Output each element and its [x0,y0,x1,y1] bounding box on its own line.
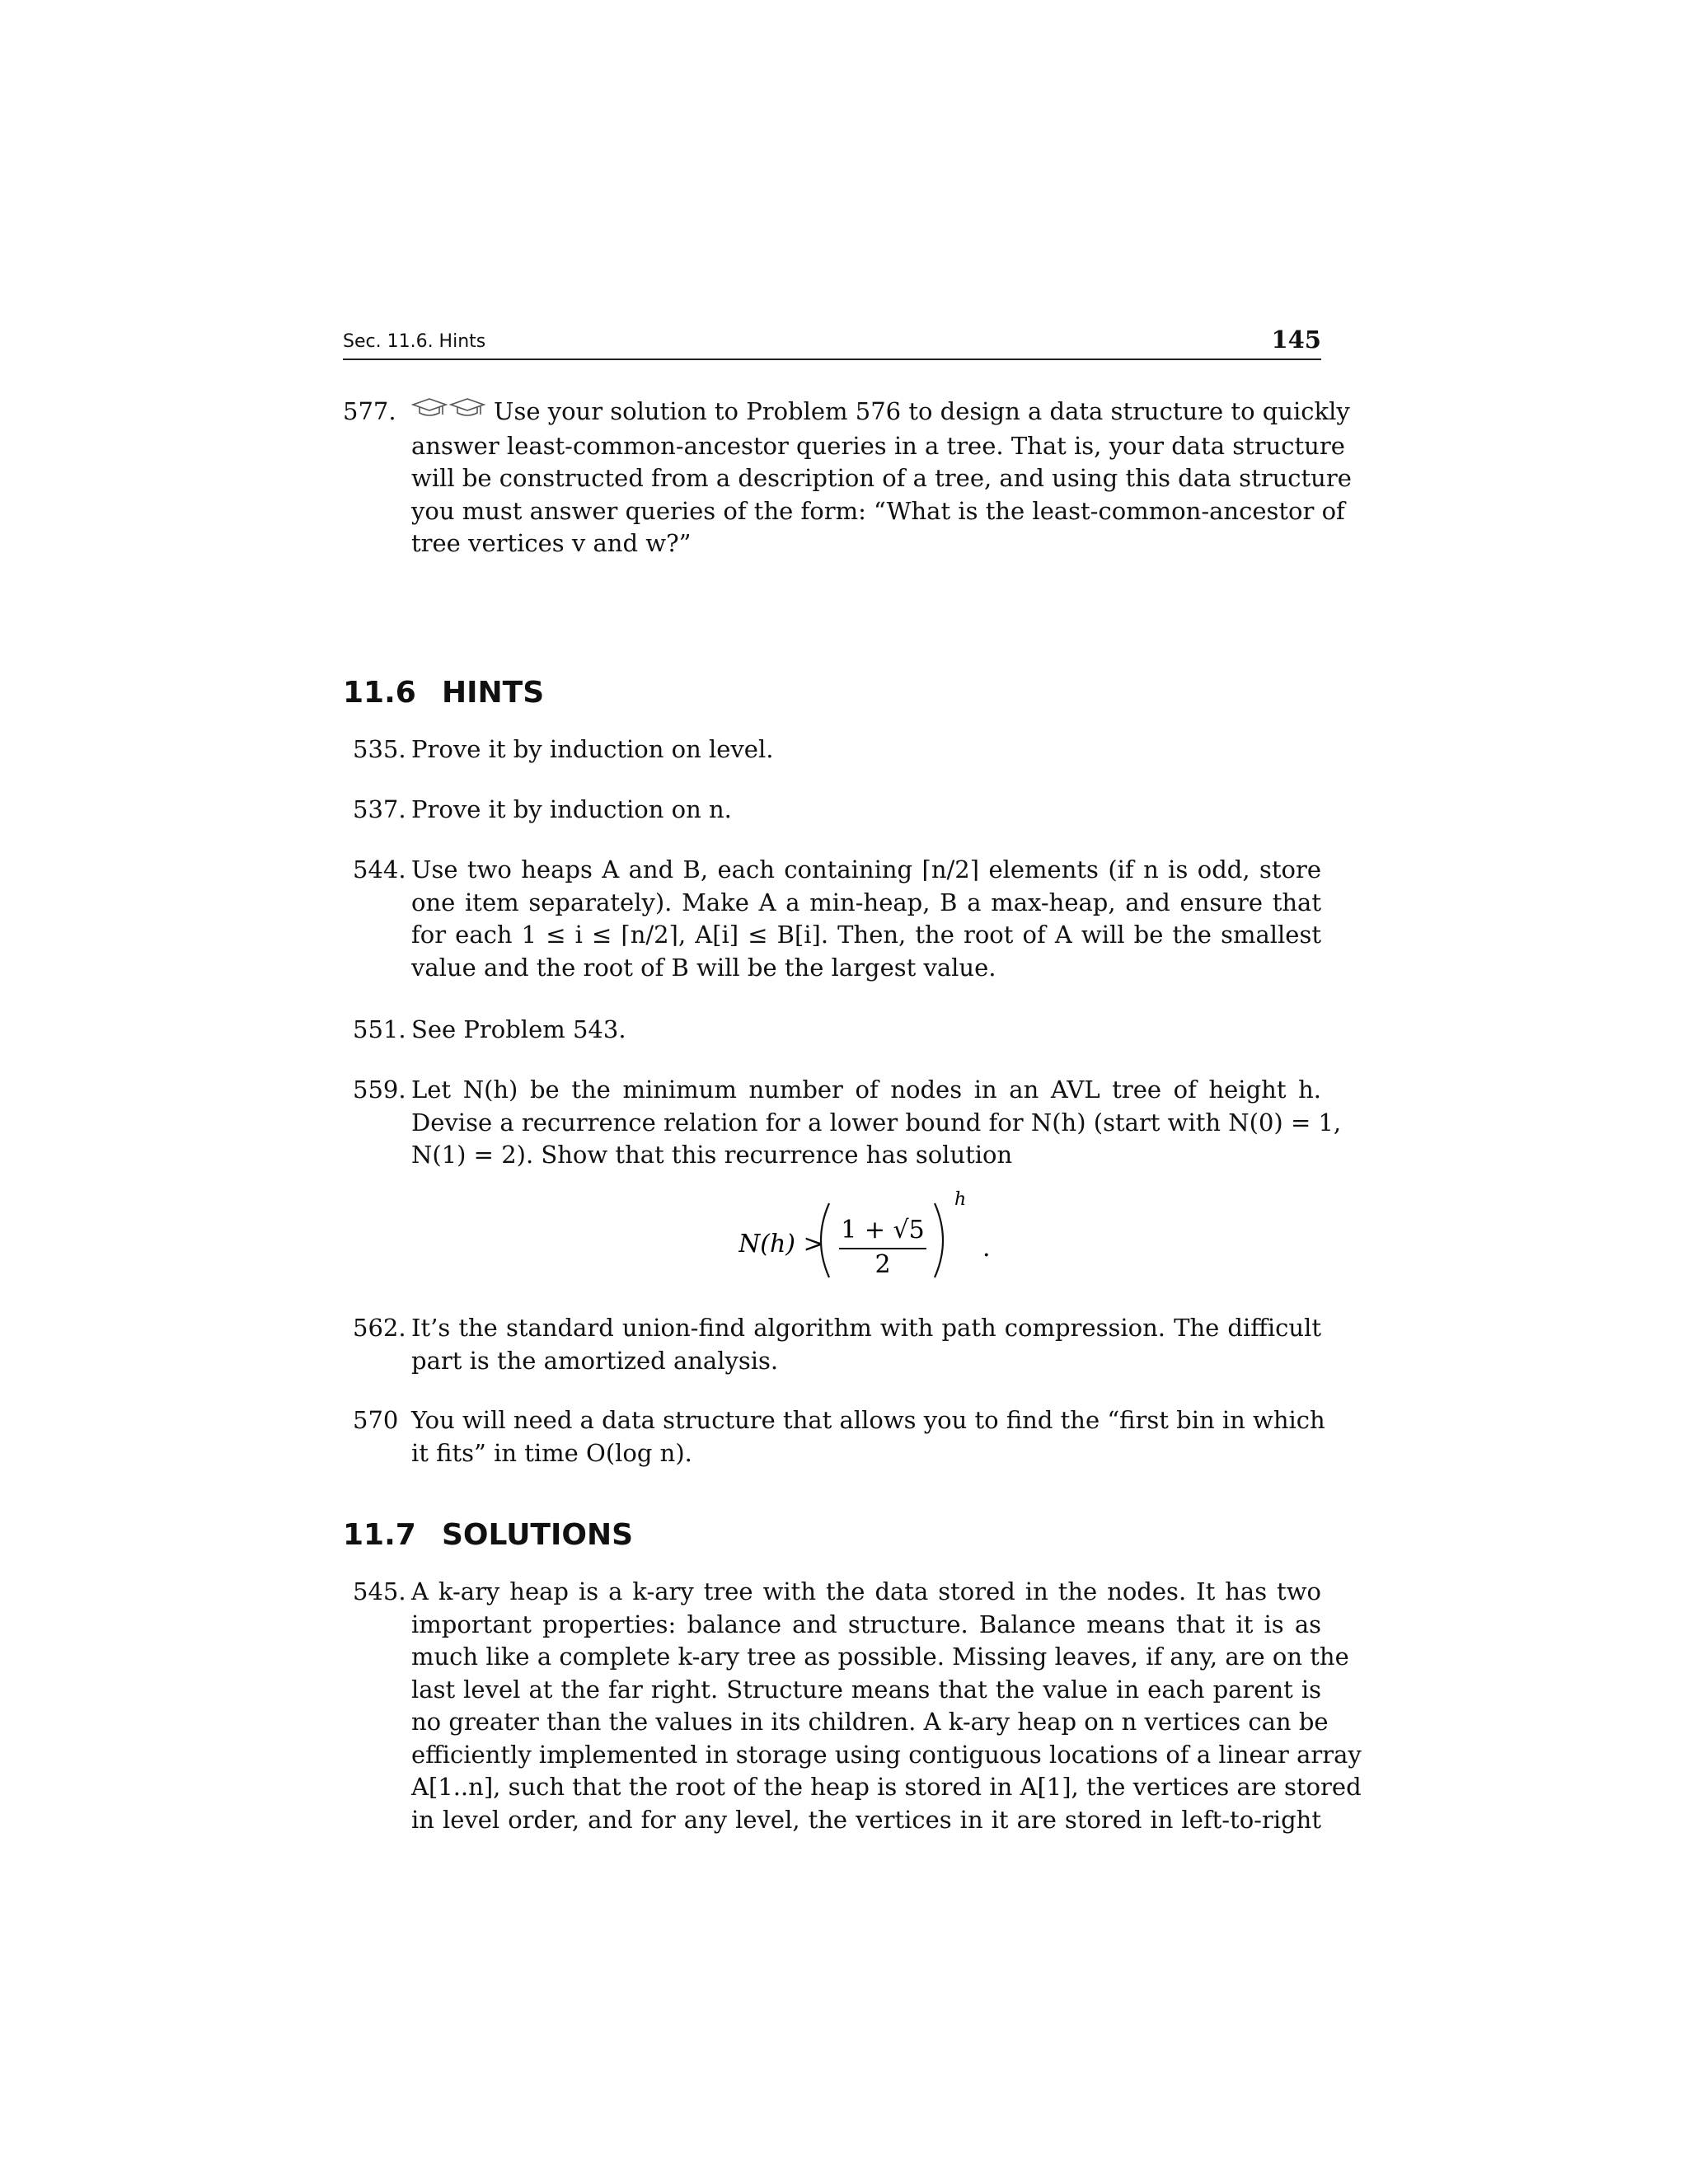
problem-577-line-2: answer least-common-ancestor queries in a tree. That is, your data structure [411,431,1345,460]
hint-559: 559. Let N(h) be the minimum number of nodes in an AVL tree of height h. Devise a recurrence relation for a lower bound for N(h) (start with N(0) = 1, N(1) = 2). Show that this recurrence has solution [353,1076,1342,1169]
hint-537: 537. Prove it by induction on n. [353,795,732,823]
problem-577-line-4: you must answer queries of the form: “What is the least-common-ancestor of [411,496,1345,525]
section-heading-hints: 11.6 HINTS [343,676,545,710]
hint-562: 562. It’s the standard union-find algorithm with path compression. The difficult part is the amortized analysis. [353,1314,1321,1375]
page [343,0,1362,2184]
formula-trailing: . [982,1234,991,1263]
formula-numerator: 1 + √5 [841,1216,925,1244]
hint-570: 570 You will need a data structure that allows you to find the “first bin in which it fits” in time O(log n). [353,1406,1325,1467]
section-heading-solutions: 11.7 SOLUTIONS [343,1518,634,1552]
hint-535: 535. Prove it by induction on level. [353,735,774,763]
problem-577 [343,396,1352,560]
header-section-label: Sec. 11.6. Hints [343,331,486,352]
running-header [343,326,1321,360]
formula-exponent: h [954,1189,967,1210]
mortarboard-icon [411,396,487,430]
formula-denominator: 2 [874,1250,891,1279]
problem-577-line-1: Use your solution to Problem 576 to design a data structure to quickly [411,396,1321,430]
solution-545: 545. A k-ary heap is a k-ary tree with the data stored in the nodes. It has two important properties: balance and structure. Balance means that it is as much like a complete k-ary tree as possible. Missing leaves, if any, are on the last level at the far right. Structure means that the value in each parent is no greater than the values in its children. A k-ary heap on n vertices can be efficiently implemented in storage using contiguous locations of a linear array A[1..n], such that the root of the heap is stored in A[1], the vertices are stored in level order, and for any level, the vertices in it are stored in left-to-right [353,1577,1362,1834]
problem-577-line-5: tree vertices v and w?” [411,529,692,557]
hint-544: 544. Use two heaps A and B, each containing ⌈n/2⌉ elements (if n is odd, store one item separately). Make A a min-heap, B a max-heap, and ensure that for each 1 ≤ i ≤ ⌈n/2⌉, A[i] ≤ B[i]. Then, the root of A will be the smallest value and the root of B will be the largest value. [353,855,1321,982]
formula-559 [738,1187,1085,1294]
problem-577-line-3: will be constructed from a description of a tree, and using this data structure [411,464,1352,492]
problem-number: 577. [343,397,396,425]
page-number: 145 [1271,326,1321,354]
hint-551: 551. See Problem 543. [353,1015,626,1043]
formula-lhs: N(h) > [738,1230,824,1258]
